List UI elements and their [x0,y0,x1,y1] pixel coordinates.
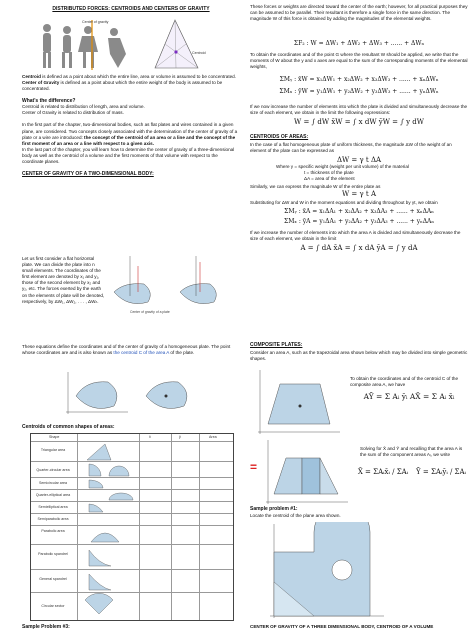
table-row: Quarter-elliptical area [35,493,71,497]
area-moment-y-equation: ΣMᵧ : x̄A = x₁ΔA₁ + x₂ΔA₂ + x₃ΔA₃ + ...... + xₙΔAₙ [284,208,434,215]
dw-equation: ΔW = γ t ΔA [336,156,382,164]
table-heading: Centroids of common shapes of areas: [22,424,115,430]
composite-paragraph: Consider an area A, such as the trapezoidal area shown below which may be divided into simple geometric shapes. [250,350,468,362]
table-row: Circular sector [41,604,65,608]
human-silhouettes [43,24,126,68]
moment-y-equation: ΣMᵧ : x̄W = x₁ΔW₁ + x₂ΔW₂ + x₃ΔW₃ + ...... + xₙΔWₙ [279,76,439,83]
area-integral-equation: A = ∫ dA x̄A = ∫ x dA ȳA = ∫ y dA [300,244,418,252]
forces-paragraph: These forces or weights are directed toward the center of the earth; however, for all practical purposes they can be assumed to be parallel. Their resultant is therefore a single force in the same direction. The magnitude W of this force is obtained by adding the magnitudes of the elemental weights. [250,4,468,22]
coords-paragraph: To obtain the coordinates and of the point G where the resultant W should be applied, we write that the moments of W about the y and x axes are equal to the sum of the corresponding moments of the elemental weights, [250,52,468,70]
cog-definition: Center of Gravity is defined as a point about which the entire weight of the body is assumed to be concentrated. [22,80,223,92]
composite-equation: AȲ = Σ Aᵢ ȳᵢ AX̄ = Σ Aᵢ x̄ᵢ [363,392,455,401]
composite-figure-2 [262,436,352,508]
equals-sign: = [250,460,258,474]
similar-paragraph: Similarly, we can express the magnitude W of the entire plate as [250,184,381,189]
cg-2d-text: Let us first consider a flat horizontal plate. We can divide the plate into n small elements. The coordinates of the first element are denoted by x₁ and y₁, those of the second element by x₂ and y₂, etc. The forces exerted by the earth on the elements of plate will be denoted, respectively, by ΔW₁, ΔW₂, . . . , ΔWₙ. [22,256,105,304]
page-title: DISTRIBUTED FORCES: CENTROIDS AND CENTERS OF GRAVITY [52,6,210,12]
center-of-gravity-label: Center of gravity [82,20,109,24]
table-row: Semiparabolic area [37,517,69,521]
centroid-area-figure [62,368,212,418]
centroid-label: Centroid [192,51,206,55]
table-row: Semicircular area [39,481,67,485]
increase2-paragraph: If we increase the number of elements into which the area A is divided and simultaneously decrease the size of each element, we obtain in the limit [250,230,461,242]
table-shape-drawings [81,442,137,620]
table-row: Quarter-circular area [36,468,70,472]
plate-figure [110,252,240,316]
table-row: General spandrel [39,577,67,581]
first-part-paragraph: In the first part of the chapter, two-dimensional bodies, such as flat plates and wires contained in a given plane, are considered. Two concepts closely associated with the determination of the center of gravity of a plate or a wire are introduced: the concept of the centroid of an area or a line and the concept of the first moment of an area or a line with respect to a given axis. [22,122,238,146]
centroids-heading: CENTROIDS OF AREAS: [250,134,309,140]
composite-x-formula: X̄ = ΣAᵢx̄ᵢ / ΣAᵢ [357,468,409,476]
centroid-table [30,433,234,621]
table-col-shape: Shape [49,435,60,439]
where-area: ΔA = area of the element [304,176,355,181]
centroid-definition: Centroid is defined as a point about which the entire line, area or volume is assumed to be concentrated. [22,74,236,79]
table-row: Semielliptical area [38,505,68,509]
difference-heading: What's the difference? [22,98,76,105]
table-col-area: Area [209,435,217,439]
sample-problem-1-text: Locate the centroid of the plane area shown. [250,513,341,518]
cg-2d-heading: CENTER OF GRAVITY OF A TWO-DIMENSIONAL BODY: [22,171,154,178]
sample-problem-3: Sample Problem #3: [22,624,70,630]
where-thickness: t = thickness of the plate [304,170,354,175]
composite-solve: Solving for X̄ and Ȳ and recalling that the area A is the sum of the component areas Aᵢ, we write [360,446,463,458]
difference-line-1: Centroid is related to distribution of length, area and volume. [22,104,145,110]
difference-line-2: Center of Gravity is related to distribution of mass. [22,110,124,116]
table-col-y: ȳ [179,435,181,439]
composite-figure-1 [250,366,346,438]
sum-forces-equation: ΣF₂ : W = ΔW₁ + ΔW₂ + ΔW₃ + ...... + ΔWₙ [293,40,425,47]
footer-heading: CENTER OF GRAVITY OF A THREE DIMENSIONAL BODY, CENTROID OF A VOLUME [250,624,434,629]
moment-x-equation: ΣMₓ : ȳW = y₁ΔW₁ + y₂ΔW₂ + y₃ΔW₃ + ...... + yₙΔWₙ [279,88,439,95]
integral-equation: W = ∫ dW x̄W = ∫ x dW ȳW = ∫ y dW [294,118,424,126]
intro-figure [22,14,240,72]
homogeneous-paragraph: In the case of a flat homogeneous plate of uniform thickness, the magnitude ΔW of the weight of an element of the plate can be expressed as [250,142,452,154]
plate-caption: Center of gravity of a plate [130,310,170,314]
sample-problem-1-heading: Sample problem #1: [250,506,298,512]
area-moment-x-equation: ΣMₓ : ȳA = y₁ΔA₁ + y₂ΔA₂ + y₃ΔA₃ + ...... + yₙΔAₙ [284,218,434,225]
definitions [22,74,240,177]
table-col-x: x̄ [149,435,151,439]
equation-paragraph: These equations define the coordinates and of the center of gravity of a homogeneous plate. The point whose coordinates are and is also known as the centroid C of the area A of the plate. [22,344,231,356]
increase-paragraph: If we now increase the number of elements into which the plate is divided and simultaneously decrease the size of each element, we obtain in the limit the following expressions: [250,104,468,116]
table-row: Triangular area [40,448,66,452]
where-gamma: Where γ = specific weight (weight per unit volume) of the material [276,164,409,169]
composite-y-formula: Ȳ = ΣAᵢȳᵢ / ΣAᵢ [416,468,466,476]
sample-problem-figure [264,522,394,622]
last-part-paragraph: In the last part of the chapter, you will learn how to determine the center of gravity of a three-dimensional body as well as the centroid of a volume and the first moments of that volume with respect to the coordinate planes. [22,146,235,165]
composite-obtain: To obtain the coordinates and of the centroid C of the composite area A, we have [350,376,459,388]
w-equation: W = γ t A [341,190,376,198]
composite-heading: COMPOSITE PLATES: [250,342,303,348]
table-row: Parabolic area [41,529,65,533]
table-row: Parabolic spandrel [38,552,68,556]
substitute-paragraph: Substituting for ΔW and W in the moment equations and dividing throughout by γt, we obtain [250,200,438,205]
